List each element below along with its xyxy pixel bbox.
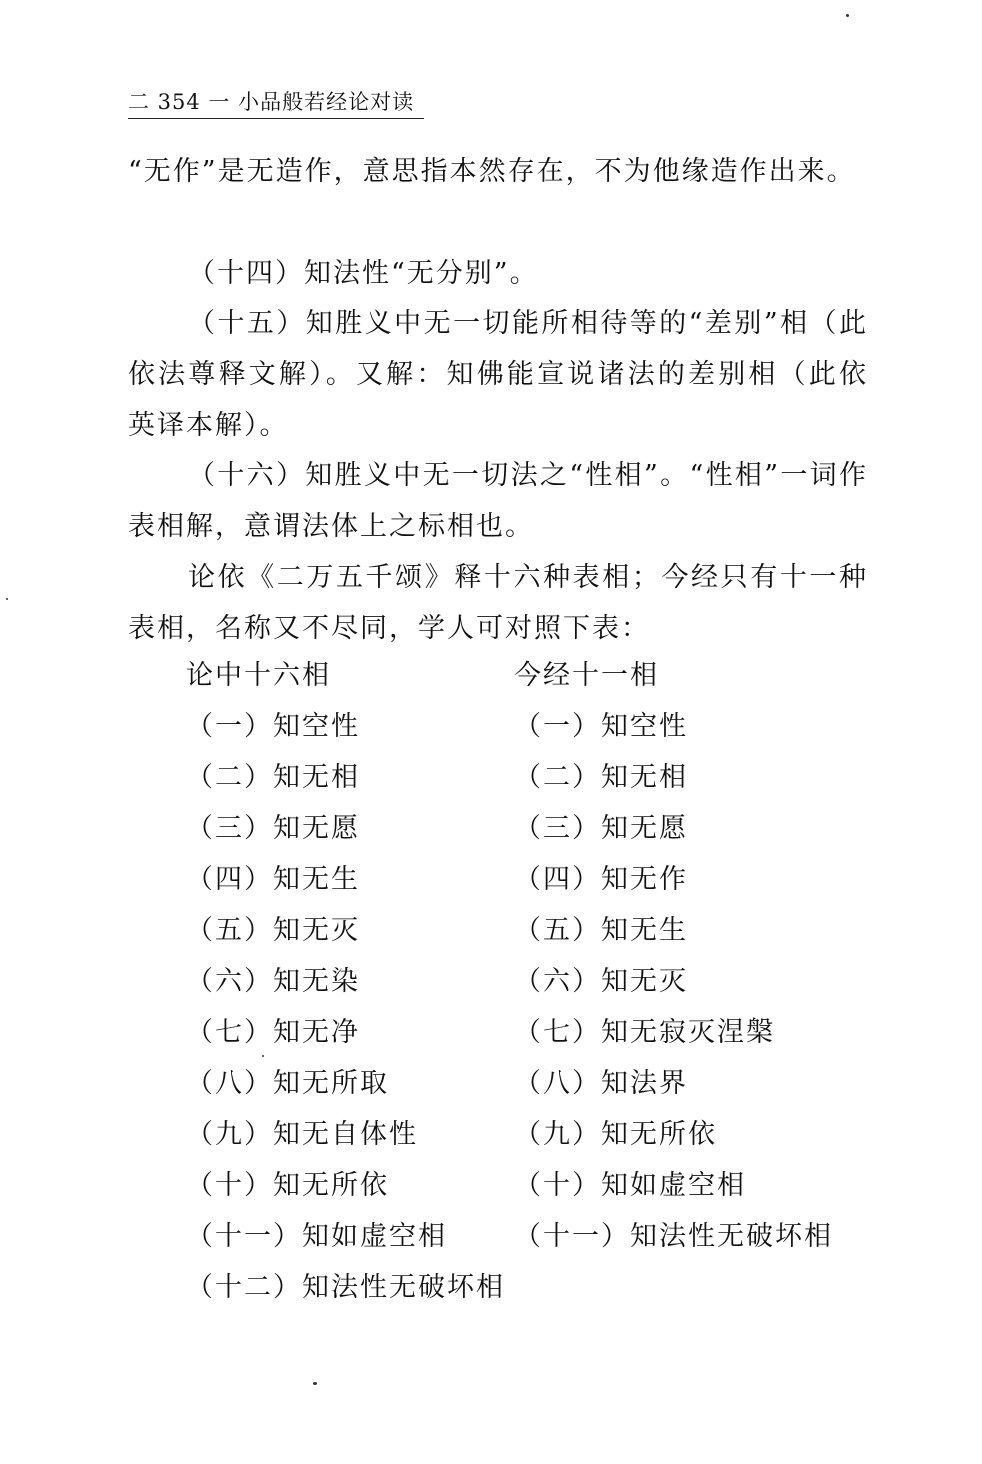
table-left-row: （一）知空性 bbox=[186, 711, 360, 742]
table-left-row: （九）知无自体性 bbox=[186, 1119, 418, 1150]
paragraph-wuzuo: “无作”是无造作，意思指本然存在，不为他缘造作出来。 bbox=[128, 156, 856, 187]
scan-speck bbox=[262, 1055, 264, 1057]
running-header: 二 354 一 小品般若经论对读 bbox=[128, 90, 415, 114]
table-left-row: （八）知无所取 bbox=[186, 1068, 389, 1099]
table-right-row: （三）知无愿 bbox=[514, 813, 688, 844]
table-right-row: （七）知无寂灭涅槃 bbox=[514, 1017, 775, 1048]
table-right-row: （四）知无作 bbox=[514, 864, 688, 895]
paragraph-item-16: （十六）知胜义中无一切法之“性相”。“性相”一词作表相解，意谓法体上之标相也。 bbox=[128, 460, 868, 542]
scan-speck bbox=[6, 598, 8, 600]
table-left-row: （二）知无相 bbox=[186, 762, 360, 793]
table-right-row: （一）知空性 bbox=[514, 711, 688, 742]
table-header-right: 今经十一相 bbox=[514, 660, 659, 691]
scan-speck bbox=[846, 14, 849, 17]
table-right-row: （五）知无生 bbox=[514, 915, 688, 946]
table-right-row: （二）知无相 bbox=[514, 762, 688, 793]
table-left-row: （六）知无染 bbox=[186, 966, 360, 997]
table-right-row: （六）知无灭 bbox=[514, 966, 688, 997]
table-left-row: （七）知无净 bbox=[186, 1017, 360, 1048]
table-left-row: （四）知无生 bbox=[186, 864, 360, 895]
table-right-row: （八）知法界 bbox=[514, 1068, 688, 1099]
table-left-row: （十一）知如虚空相 bbox=[186, 1221, 447, 1252]
header-rule bbox=[128, 118, 424, 119]
table-left-row: （十）知无所依 bbox=[186, 1170, 389, 1201]
table-left-row: （十二）知法性无破坏相 bbox=[186, 1272, 505, 1303]
table-left-row: （五）知无灭 bbox=[186, 915, 360, 946]
table-header-left: 论中十六相 bbox=[186, 660, 331, 691]
paragraph-item-15: （十五）知胜义中无一切能所相待等的“差别”相（此依法尊释文解）。又解：知佛能宣说诸法的差别相（此依英译本解）。 bbox=[128, 308, 868, 441]
table-right-row: （十）知如虚空相 bbox=[514, 1170, 746, 1201]
scan-speck bbox=[313, 1382, 317, 1385]
paragraph-item-14: （十四）知法性“无分别”。 bbox=[188, 258, 539, 289]
table-right-row: （十一）知法性无破坏相 bbox=[514, 1221, 833, 1252]
paragraph-intro-table: 论依《二万五千颂》释十六种表相；今经只有十一种表相，名称又不尽同，学人可对照下表： bbox=[128, 562, 868, 644]
table-left-row: （三）知无愿 bbox=[186, 813, 360, 844]
table-right-row: （九）知无所依 bbox=[514, 1119, 717, 1150]
